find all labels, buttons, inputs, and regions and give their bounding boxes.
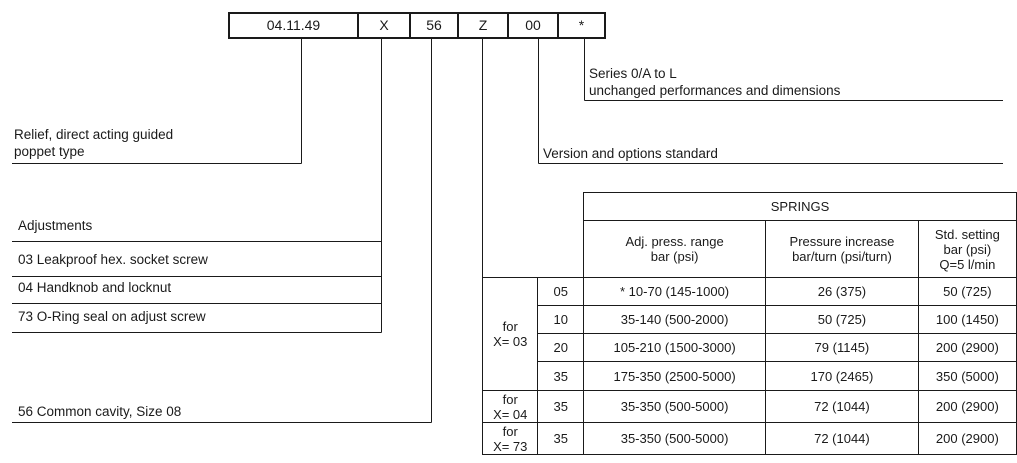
- code-box-cavity: 56: [411, 12, 459, 39]
- table-cell-setting: 200 (2900): [918, 334, 1016, 362]
- valve-type-line2: poppet type: [14, 144, 85, 159]
- springs-table: [482, 192, 1017, 455]
- code-box-version: 00: [509, 12, 559, 39]
- table-cell-code: 35: [538, 423, 584, 455]
- table-cell-code: 10: [538, 306, 584, 334]
- table-cell-setting: 350 (5000): [918, 362, 1016, 391]
- table-cell-setting: 100 (1450): [918, 306, 1016, 334]
- table-cell-code: 20: [538, 334, 584, 362]
- code-box-series: *: [559, 12, 606, 39]
- group-label-x04-line1: for: [502, 391, 518, 407]
- table-cell-range: 35-350 (500-5000): [584, 423, 766, 455]
- series-label-line2: unchanged performances and dimensions: [589, 83, 841, 98]
- table-cell-increase: 79 (1145): [766, 334, 919, 362]
- header-std-setting-line2: bar (psi): [943, 241, 992, 257]
- group-label-x03: [483, 278, 538, 391]
- table-cell-range: 105-210 (1500-3000): [584, 334, 766, 362]
- table-cell-code: 35: [538, 362, 584, 391]
- header-press-range-line1: Adj. press. range: [625, 234, 724, 249]
- table-cell-increase: 170 (2465): [766, 362, 919, 391]
- table-cell-range: 35-140 (500-2000): [584, 306, 766, 334]
- code-box-adjustment: X: [359, 12, 411, 39]
- table-cell-setting: 50 (725): [918, 278, 1016, 306]
- table-cell-range: 35-350 (500-5000): [584, 391, 766, 423]
- version-label: Version and options standard: [543, 146, 718, 161]
- adjustments-title: Adjustments: [18, 218, 93, 233]
- table-cell-increase: 72 (1044): [766, 391, 919, 423]
- adjustment-03: 03 Leakproof hex. socket screw: [18, 252, 208, 267]
- springs-title: SPRINGS: [584, 193, 1017, 221]
- table-cell-increase: 26 (375): [766, 278, 919, 306]
- table-cell-range: * 10-70 (145-1000): [584, 278, 766, 306]
- group-label-x03-line1: for: [502, 319, 518, 334]
- group-label-x04: [483, 391, 538, 423]
- series-label-line1: Series 0/A to L: [589, 66, 677, 81]
- valve-type-line1: Relief, direct acting guided: [14, 127, 174, 142]
- header-press-range: [584, 221, 766, 278]
- group-label-x73: [483, 423, 538, 455]
- group-label-x73-line2: X= 73: [493, 438, 528, 454]
- cavity-label: 56 Common cavity, Size 08: [18, 404, 182, 419]
- code-box-spring: Z: [459, 12, 509, 39]
- table-cell-increase: 72 (1044): [766, 423, 919, 455]
- header-pressure-increase-line2: bar/turn (psi/turn): [792, 249, 892, 264]
- code-box-base: 04.11.49: [228, 12, 359, 39]
- table-cell-increase: 50 (725): [766, 306, 919, 334]
- adjustment-73: 73 O-Ring seal on adjust screw: [18, 309, 206, 324]
- header-std-setting-line3: Q=5 l/min: [939, 256, 996, 272]
- header-std-setting-line1: Std. setting: [934, 226, 1000, 242]
- table-cell-range: 175-350 (2500-5000): [584, 362, 766, 391]
- table-cell-setting: 200 (2900): [918, 391, 1016, 423]
- table-corner-blank: [483, 193, 584, 278]
- header-std-setting: [918, 221, 1016, 278]
- group-label-x03-line2: X= 03: [493, 334, 528, 349]
- table-cell-code: 35: [538, 391, 584, 423]
- header-pressure-increase-line1: Pressure increase: [789, 234, 895, 249]
- group-label-x04-line2: X= 04: [493, 406, 528, 422]
- header-press-range-line2: bar (psi): [650, 249, 699, 264]
- group-label-x73-line1: for: [502, 423, 518, 439]
- table-cell-code: 05: [538, 278, 584, 306]
- table-cell-setting: 200 (2900): [918, 423, 1016, 455]
- header-pressure-increase: [766, 221, 919, 278]
- adjustment-04: 04 Handknob and locknut: [18, 280, 172, 295]
